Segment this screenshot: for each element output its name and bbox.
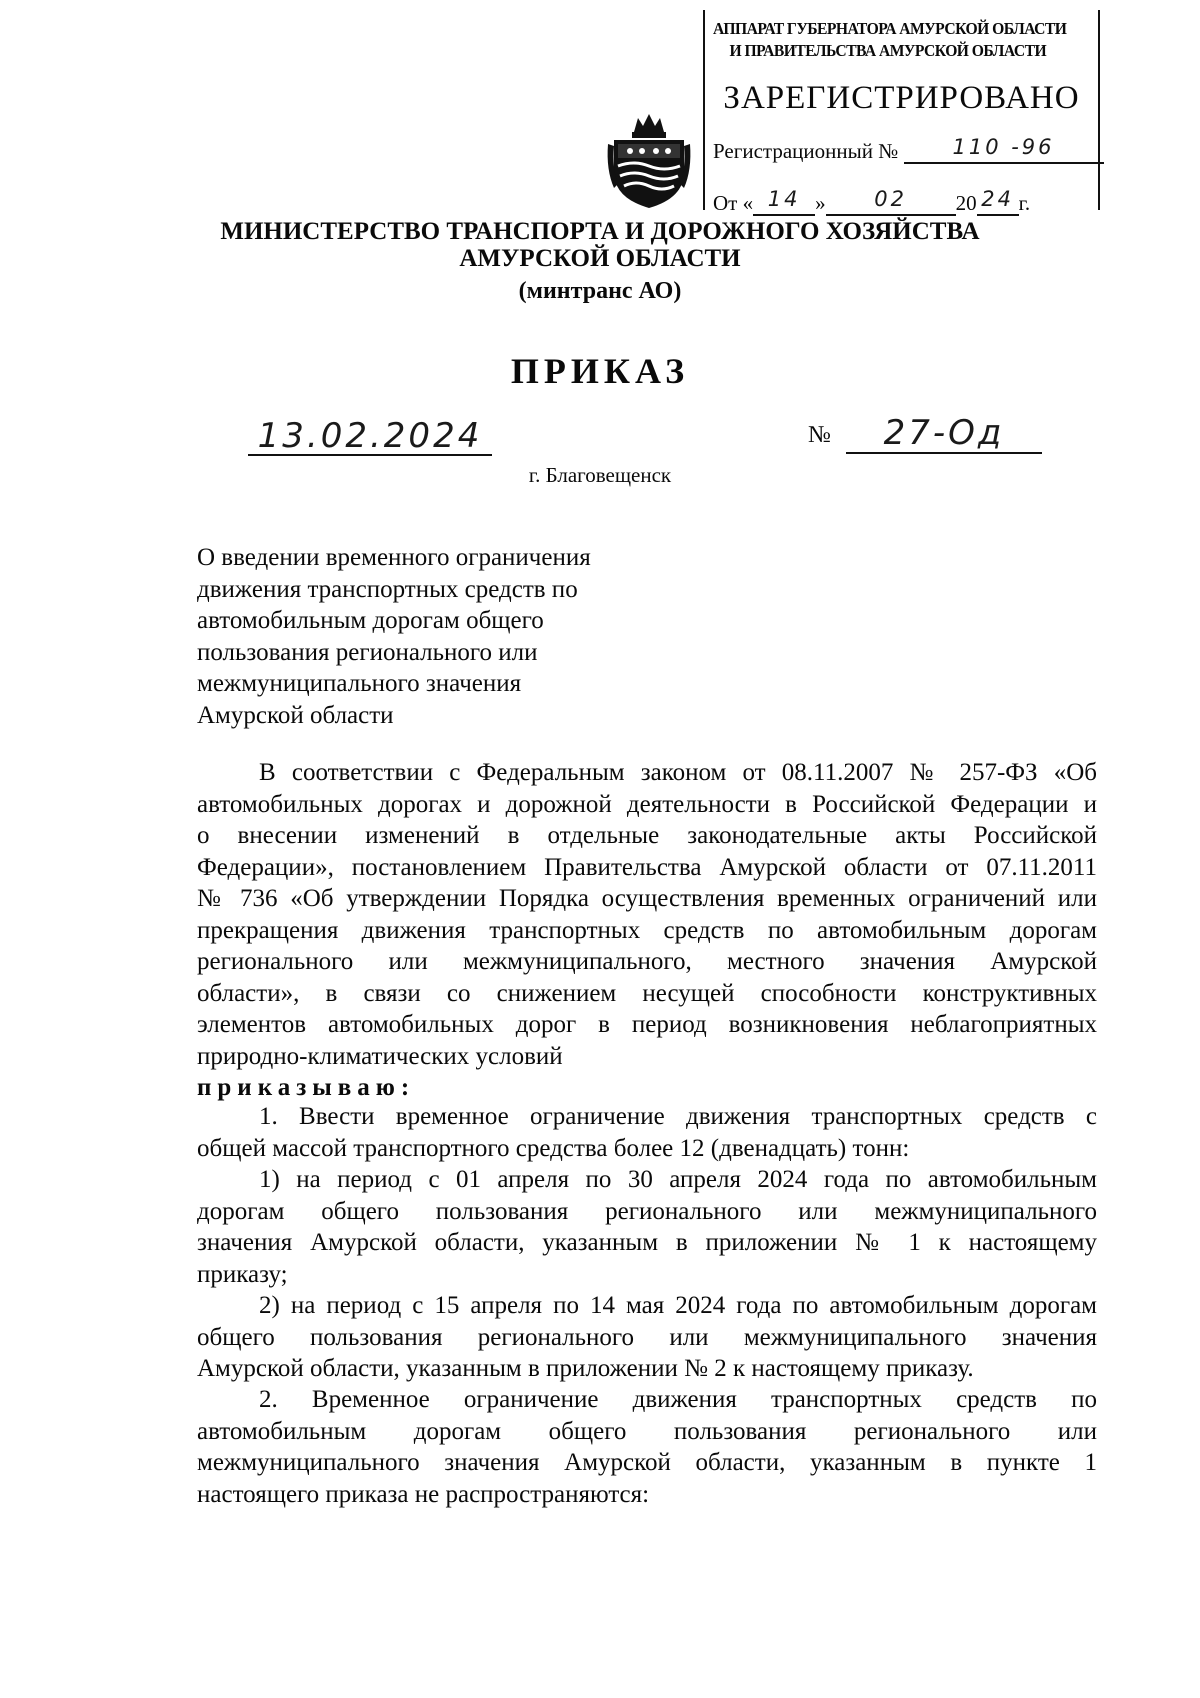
- order-date: 13.02.2024: [248, 418, 492, 456]
- item-line: 2. Временное ограничение движения транспортных средств по: [259, 1386, 1097, 1413]
- stamp-date-prefix: От «: [713, 191, 754, 215]
- item-line: 2) на период с 15 апреля по 14 мая 2024 года по автомобильным дорогам: [259, 1292, 1097, 1319]
- directive-word: приказываю:: [197, 1074, 416, 1101]
- item-line: общей массой транспортного средства более 12 (двенадцать) тонн:: [197, 1134, 910, 1162]
- amur-region-coat-of-arms-icon: [606, 110, 692, 210]
- item-line: общего пользования регионального или межмуниципального значения: [197, 1323, 1097, 1351]
- subject-line: движения транспортных средств по: [197, 575, 578, 603]
- preamble-line: элементов автомобильных дорог в период возникновения неблагоприятных: [197, 1011, 1097, 1038]
- preamble-line: области», в связи со снижением несущей способности конструктивных: [197, 979, 1097, 1007]
- order-number: 27-Од: [846, 414, 1042, 454]
- subject-line: пользования регионального или: [197, 638, 538, 666]
- order-city: г. Благовещенск: [528, 463, 672, 487]
- document-title: ПРИКАЗ: [510, 351, 690, 391]
- item-line: автомобильным дорогам общего пользования регионального или: [197, 1417, 1097, 1445]
- item-line: дорогам общего пользования регионального или межмуниципального: [197, 1197, 1097, 1225]
- stamp-org-line: И ПРАВИТЕЛЬСТВА АМУРСКОЙ ОБЛАСТИ: [729, 41, 1047, 60]
- preamble-line: Федерации», постановлением Правительства Амурской области от 07.11.2011: [197, 853, 1097, 881]
- stamp-date-day: 14: [753, 188, 815, 216]
- stamp-reg-number: 110 -96: [904, 136, 1104, 164]
- preamble-line: регионального или межмуниципального, местного значения Амурской: [197, 948, 1097, 975]
- ministry-short-name: (минтранс АО): [518, 278, 682, 304]
- subject-line: Амурской области: [197, 701, 394, 729]
- order-item-1-2: [197, 1290, 1097, 1385]
- order-item-1-1: [197, 1164, 1097, 1290]
- item-line: межмуниципального значения Амурской области, указанным в пункте 1: [197, 1449, 1097, 1476]
- preamble-paragraph: [197, 757, 1097, 1104]
- order-subject: [197, 542, 657, 731]
- stamp-date-year: 24: [977, 188, 1019, 216]
- registration-stamp: [703, 10, 1100, 215]
- subject-line: О введении временного ограничения: [197, 544, 591, 571]
- preamble-line: природно-климатических условий: [197, 1042, 563, 1070]
- stamp-date-suffix: г.: [1018, 191, 1031, 215]
- stamp-reg-label: Регистрационный №: [713, 139, 899, 163]
- stamp-date-sep: »: [815, 191, 826, 215]
- order-item-1: [197, 1101, 1097, 1164]
- preamble-line: № 736 «Об утверждении Порядка осуществления временных ограничений или: [197, 885, 1097, 912]
- stamp-date-month: 02: [826, 188, 956, 216]
- preamble-line: прекращения движения транспортных средств по автомобильным дорогам: [197, 916, 1097, 944]
- ministry-region: АМУРСКОЙ ОБЛАСТИ: [459, 245, 741, 272]
- subject-line: автомобильным дорогам общего: [197, 607, 544, 634]
- stamp-organization: [713, 18, 1067, 62]
- item-line: 1) на период с 01 апреля по 30 апреля 2024 года по автомобильным: [259, 1166, 1097, 1193]
- stamp-title: ЗАРЕГИСТРИРОВАНО: [723, 80, 1080, 116]
- stamp-org-line: АППАРАТ ГУБЕРНАТОРА АМУРСКОЙ ОБЛАСТИ: [713, 19, 1067, 38]
- item-line: настоящего приказа не распространяются:: [197, 1480, 650, 1508]
- order-number-mark: №: [808, 422, 831, 448]
- subject-line: межмуниципального значения: [197, 670, 522, 697]
- stamp-date-row: [713, 188, 1030, 216]
- stamp-date-year-prefix: 20: [955, 191, 977, 215]
- item-line: приказу;: [197, 1260, 288, 1288]
- item-line: 1. Ввести временное ограничение движения транспортных средств с: [259, 1103, 1097, 1130]
- preamble-line: автомобильных дорогах и дорожной деятельности в Российской Федерации и: [197, 790, 1097, 818]
- preamble-line: о внесении изменений в отдельные законодательные акты Российской: [197, 822, 1097, 849]
- item-line: значения Амурской области, указанным в приложении № 1 к настоящему: [197, 1229, 1097, 1256]
- order-item-2: [197, 1384, 1097, 1510]
- item-line: Амурской области, указанным в приложении № 2 к настоящему приказу.: [197, 1355, 974, 1382]
- stamp-registration-row: [713, 136, 1104, 164]
- ministry-name: МИНИСТЕРСТВО ТРАНСПОРТА И ДОРОЖНОГО ХОЗЯЙСТВА: [220, 218, 980, 245]
- preamble-line: В соответствии с Федеральным законом от 08.11.2007 № 257-ФЗ «Об: [259, 759, 1097, 786]
